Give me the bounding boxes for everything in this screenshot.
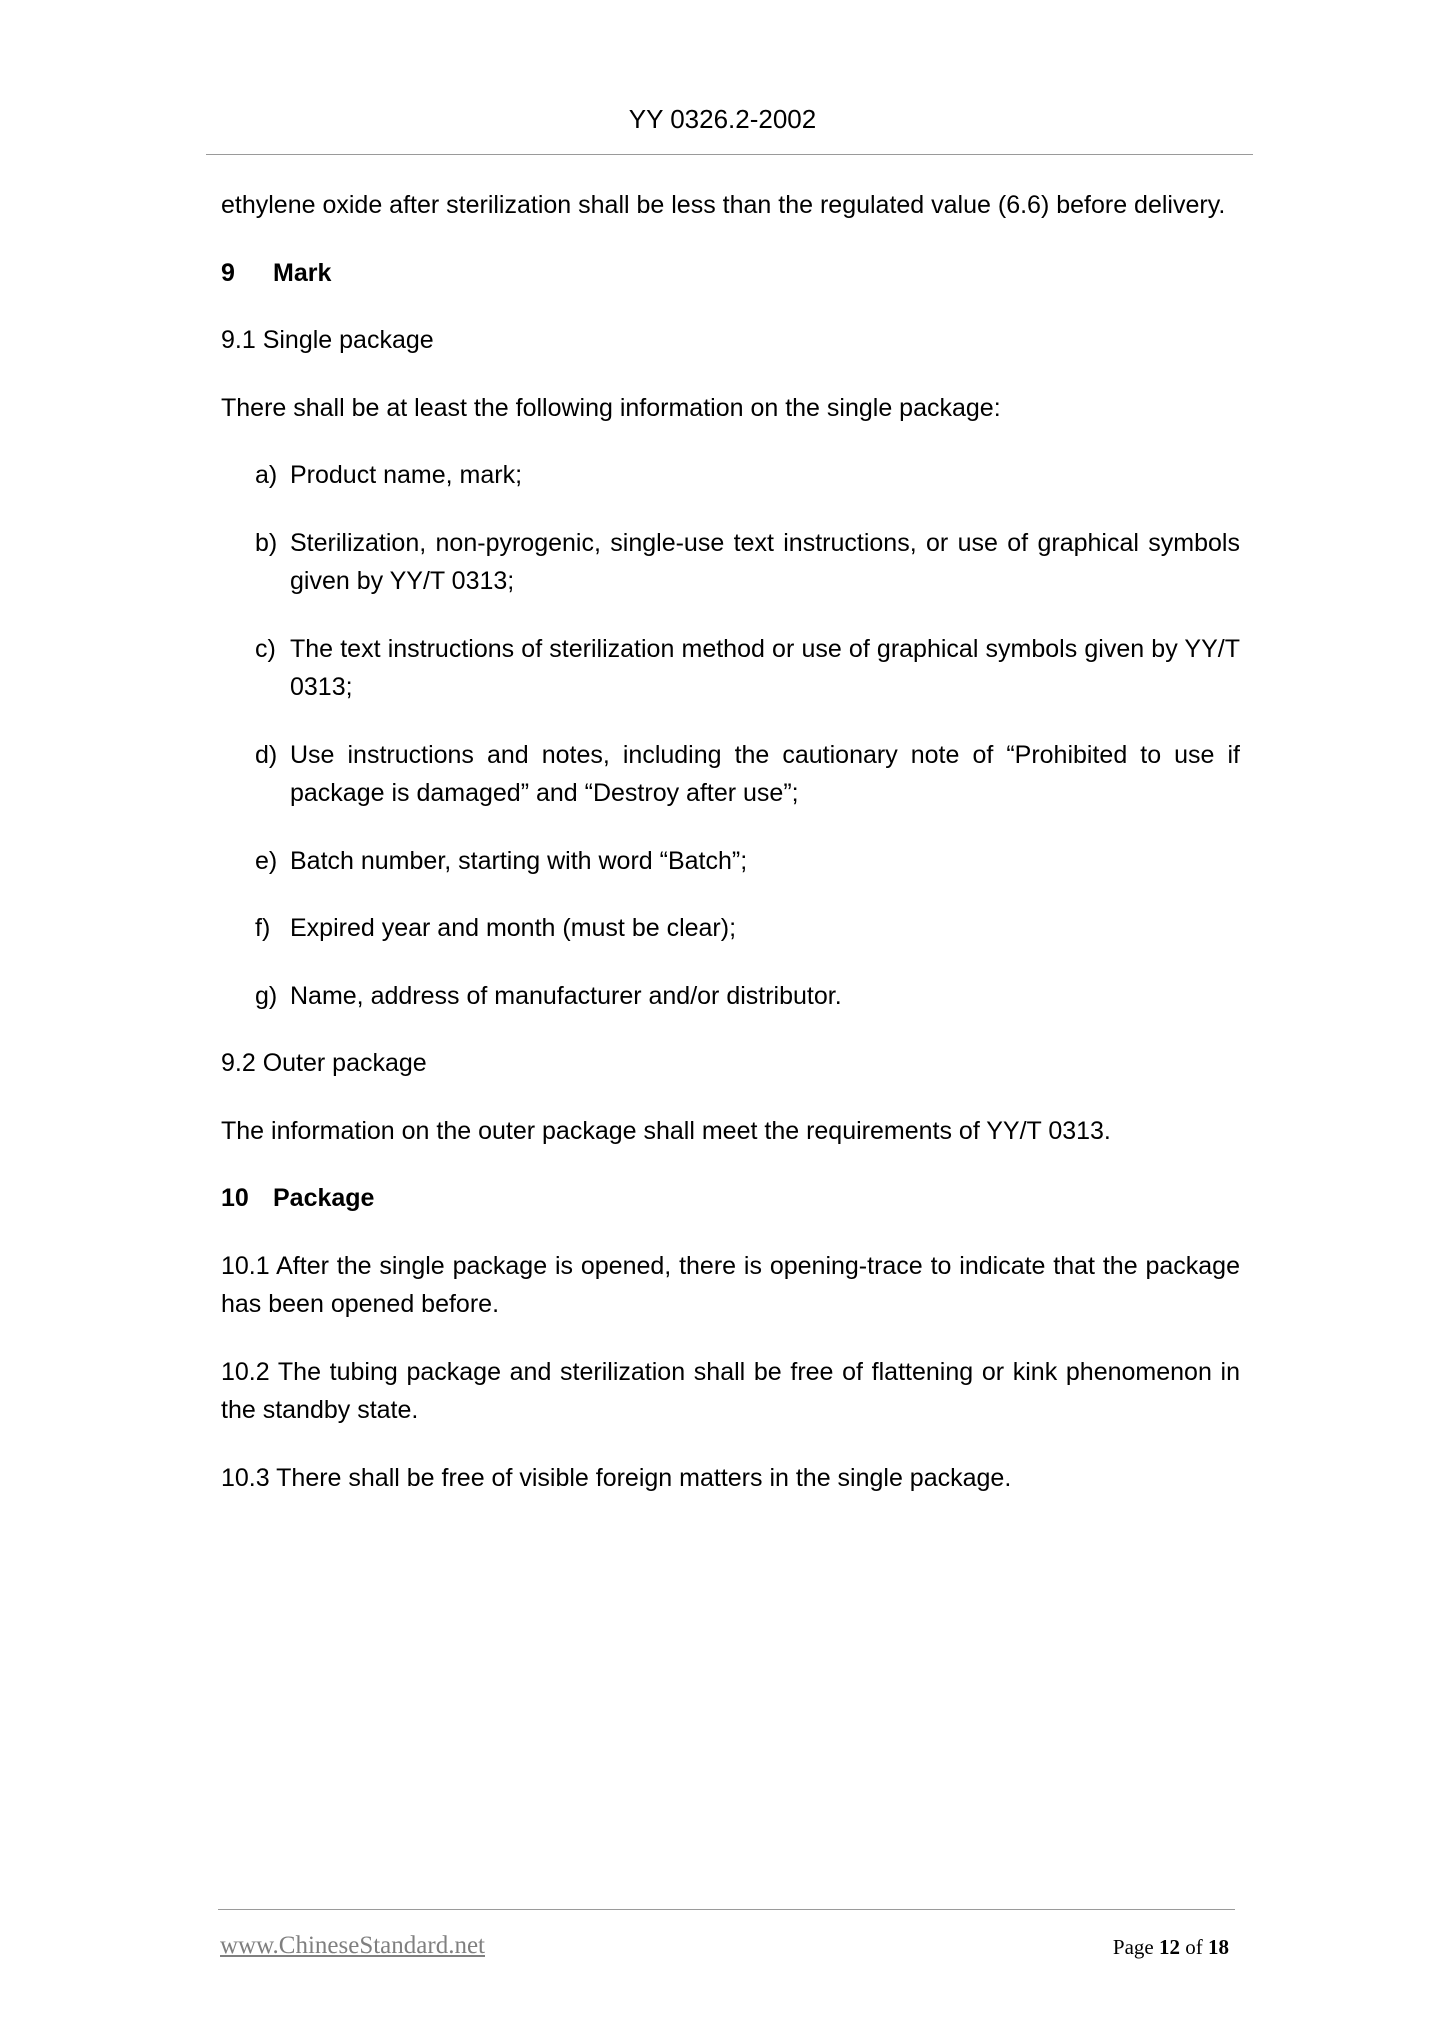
section-10-number: 10	[221, 1184, 249, 1212]
footer-divider	[218, 1909, 1235, 1910]
section-9-heading	[221, 254, 1240, 293]
list-item-text: Batch number, starting with word “Batch”;	[290, 846, 748, 875]
section-9-number: 9	[221, 258, 235, 287]
list-item-text: Use instructions and notes, including the cautionary note of “Prohibited to use if package is damaged” and “Destroy after use”;	[290, 740, 1240, 807]
clause-9-2-title: 9.2 Outer package	[221, 1049, 427, 1077]
list-item	[221, 630, 1240, 707]
clause-9-1-title: 9.1 Single package	[221, 326, 434, 354]
page-word: Page	[1112, 1935, 1154, 1959]
section-9-title: Mark	[273, 258, 332, 287]
clause-10-3: 10.3 There shall be free of visible foreign matters in the single package.	[221, 1463, 1012, 1492]
single-package-info-list	[221, 456, 1240, 1015]
page-total: 18	[1208, 1935, 1229, 1959]
list-item	[221, 524, 1240, 601]
list-marker: d)	[255, 740, 278, 769]
list-item-text: Expired year and month (must be clear);	[290, 914, 737, 942]
list-item	[221, 909, 1240, 948]
list-marker: f)	[255, 914, 271, 942]
page-of-word: of	[1185, 1935, 1203, 1959]
list-marker: b)	[255, 528, 278, 557]
section-10-title: Package	[273, 1184, 375, 1212]
clause-9-2-text: The information on the outer package shall meet the requirements of YY/T 0313.	[221, 1116, 1111, 1145]
section-10-heading	[221, 1179, 1240, 1218]
list-item	[221, 977, 1240, 1016]
clause-9-1-intro: There shall be at least the following information on the single package:	[221, 393, 1001, 422]
document-body	[221, 186, 1240, 1526]
clause-10-1: 10.1 After the single package is opened, there is opening-trace to indicate that the package has been opened before.	[221, 1251, 1240, 1318]
page-number	[1113, 1935, 1229, 1960]
list-item	[221, 842, 1240, 881]
list-item	[221, 456, 1240, 495]
list-marker: a)	[255, 461, 278, 489]
clause-10-2: 10.2 The tubing package and sterilization shall be free of flattening or kink phenomenon in the standby state.	[221, 1357, 1240, 1424]
website-link[interactable]: www.ChineseStandard.net	[220, 1932, 485, 1959]
list-marker: g)	[255, 981, 278, 1010]
standard-code-header: YY 0326.2-2002	[628, 104, 817, 134]
page-current: 12	[1159, 1935, 1180, 1959]
list-item	[221, 736, 1240, 813]
list-item-text: The text instructions of sterilization method or use of graphical symbols given by YY/T 0313;	[290, 634, 1240, 701]
list-item-text: Product name, mark;	[290, 461, 523, 489]
list-item-text: Sterilization, non-pyrogenic, single-use text instructions, or use of graphical symbols given by YY/T 0313;	[290, 528, 1240, 595]
list-item-text: Name, address of manufacturer and/or distributor.	[290, 981, 842, 1010]
header-divider	[206, 154, 1253, 155]
intro-paragraph: ethylene oxide after sterilization shall be less than the regulated value (6.6) before delivery.	[221, 191, 1226, 219]
list-marker: c)	[255, 634, 276, 663]
list-marker: e)	[255, 846, 278, 875]
